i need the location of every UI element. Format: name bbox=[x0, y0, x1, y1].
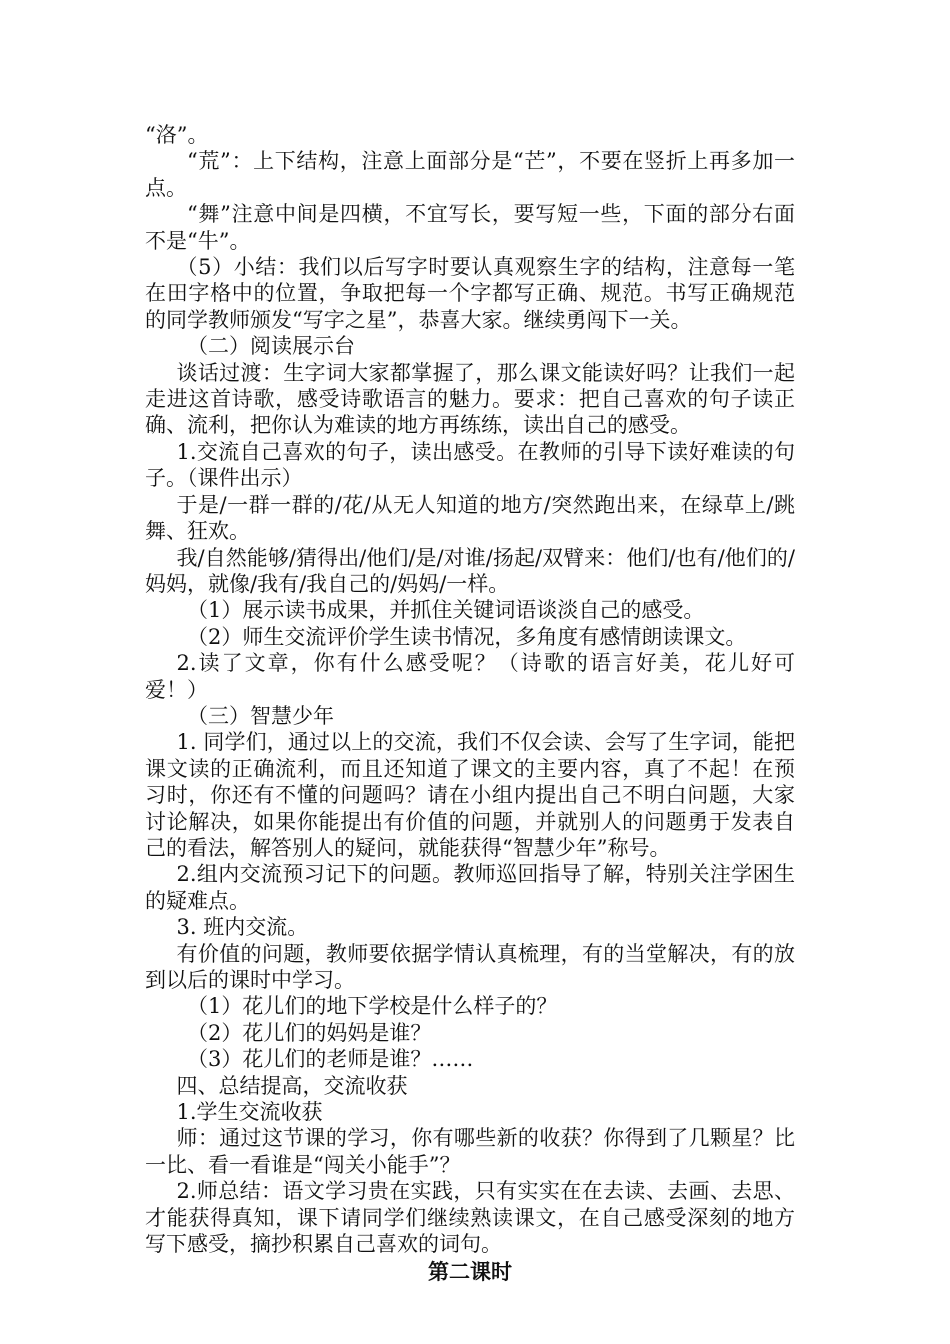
paragraph: 于是/一群一群的/花/从无人知道的地方/突然跑出来，在绿草上/跳舞、狂欢。 bbox=[145, 492, 795, 544]
paragraph: 2.师总结：语文学习贵在实践，只有实实在在去读、去画、去思、才能获得真知，课下请同学们继续熟读课文，在自己感受深刻的地方写下感受，摘抄积累自己喜欢的词句。 bbox=[145, 1179, 795, 1257]
paragraph: 师：通过这节课的学习，你有哪些新的收获？你得到了几颗星？比一比、看一看谁是“闯关小能手”？ bbox=[145, 1126, 795, 1177]
paragraph: 1. 同学们，通过以上的交流，我们不仅会读、会写了生字词，能把课文读的正确流利，而且还知道了课文的主要内容，真了不起！在预习时，你还有不懂的问题吗？请在小组内提出自己不明白问题，大家讨论解决，如果你能提出有价值的问题，并就别人的问题勇于发表自己的看法，解答别人的疑问，就能获得“智慧少年”称号。 bbox=[145, 730, 795, 860]
paragraph: （2）师生交流评价学生读书情况，多角度有感情朗读课文。 bbox=[187, 624, 747, 649]
section-heading: 第二课时 bbox=[428, 1260, 512, 1285]
paragraph: 3. 班内交流。 bbox=[176, 915, 309, 940]
paragraph: 谈话过渡：生字词大家都掌握了，那么课文能读好吗？让我们一起走进这首诗歌，感受诗歌语言的魅力。要求：把自己喜欢的句子读正确、流利，把你认为难读的地方再练练，读出自己的感受。 bbox=[145, 360, 795, 438]
document-body bbox=[145, 122, 795, 1286]
paragraph: （5）小结：我们以后写字时要认真观察生字的结构，注意每一笔在田字格中的位置，争取把每一个字都写正确、规范。书写正确规范的同学教师颁发“写字之星”，恭喜大家。继续勇闯下一关。 bbox=[145, 255, 795, 332]
paragraph: （2）花儿们的妈妈是谁？ bbox=[187, 1020, 432, 1045]
paragraph: 四、总结提高，交流收获 bbox=[176, 1073, 408, 1098]
paragraph: （二）阅读展示台 bbox=[187, 334, 355, 359]
paragraph: 2.读了文章，你有什么感受呢？（诗歌的语言好美，花儿好可爱！） bbox=[145, 651, 795, 702]
paragraph: 1.学生交流收获 bbox=[176, 1100, 323, 1125]
paragraph: （三）智慧少年 bbox=[187, 703, 334, 728]
paragraph: “洛”。 bbox=[145, 123, 209, 147]
paragraph: “舞”注意中间是四横，不宜写长，要写短一些，下面的部分右面不是“牛”。 bbox=[145, 202, 795, 253]
paragraph: 我/自然能够/猜得出/他们/是/对谁/扬起/双臂来：他们/也有/他们的/妈妈，就像/我有/我自己的/妈妈/一样。 bbox=[145, 545, 795, 596]
paragraph: （3）花儿们的老师是谁？…… bbox=[187, 1047, 474, 1072]
paragraph: （1）花儿们的地下学校是什么样子的？ bbox=[187, 994, 558, 1019]
paragraph: “荒”：上下结构，注意上面部分是“芒”，不要在竖折上再多加一点。 bbox=[145, 149, 795, 200]
paragraph: 有价值的问题，教师要依据学情认真梳理，有的当堂解决，有的放到以后的课时中学习。 bbox=[145, 941, 795, 992]
paragraph: 1.交流自己喜欢的句子，读出感受。在教师的引导下读好难读的句子。（课件出示） bbox=[145, 439, 795, 491]
paragraph: 2.组内交流预习记下的问题。教师巡回指导了解，特别关注学困生的疑难点。 bbox=[145, 862, 795, 913]
paragraph: （1）展示读书成果，并抓住关键词语谈淡自己的感受。 bbox=[187, 598, 705, 623]
